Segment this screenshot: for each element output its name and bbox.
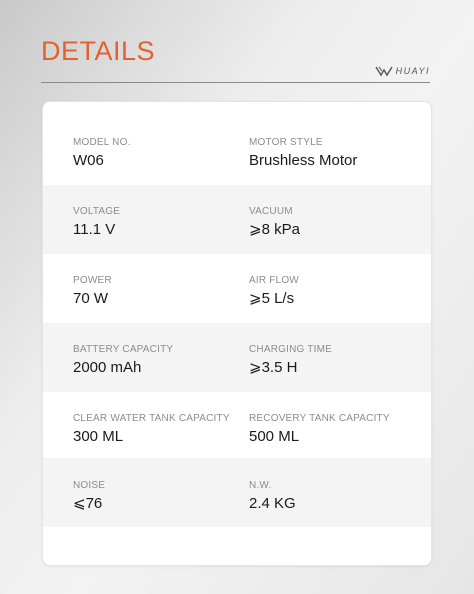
spec-label: AIR FLOW bbox=[249, 275, 299, 286]
spec-cell bbox=[73, 275, 112, 308]
spec-cell bbox=[73, 137, 131, 170]
spec-cell bbox=[249, 137, 357, 170]
brand-logo bbox=[375, 64, 430, 78]
spec-value: ⩾3.5 H bbox=[249, 359, 298, 376]
spec-cell bbox=[73, 344, 173, 377]
spec-cell bbox=[249, 413, 390, 446]
spec-label: MODEL NO. bbox=[73, 137, 131, 148]
spec-value: Brushless Motor bbox=[249, 152, 358, 169]
spec-cell bbox=[249, 344, 332, 377]
brand-logo-icon bbox=[375, 65, 393, 77]
spec-value: ⩾8 kPa bbox=[249, 221, 300, 238]
spec-row bbox=[43, 392, 431, 461]
spec-value: ⩾5 L/s bbox=[249, 290, 295, 307]
spec-label: MOTOR STYLE bbox=[249, 137, 323, 148]
spec-row bbox=[43, 102, 431, 171]
spec-cell bbox=[249, 480, 296, 513]
spec-row bbox=[43, 323, 431, 392]
spec-cell bbox=[73, 480, 105, 513]
spec-card bbox=[42, 101, 432, 566]
spec-value: 2000 mAh bbox=[73, 359, 142, 376]
spec-row bbox=[43, 254, 431, 323]
spec-row bbox=[43, 185, 431, 254]
spec-row bbox=[43, 458, 431, 527]
spec-value: 11.1 V bbox=[73, 221, 116, 238]
spec-label: CHARGING TIME bbox=[249, 344, 332, 355]
spec-label: RECOVERY TANK CAPACITY bbox=[249, 413, 390, 424]
spec-cell bbox=[73, 206, 120, 239]
spec-value: ⩽76 bbox=[73, 495, 103, 512]
brand-name: HUAYI bbox=[395, 66, 430, 76]
spec-cell bbox=[249, 275, 299, 308]
spec-value: W06 bbox=[73, 152, 104, 169]
header-divider bbox=[41, 82, 430, 83]
spec-label: NOISE bbox=[73, 480, 106, 491]
spec-cell bbox=[249, 206, 300, 239]
spec-value: 2.4 KG bbox=[249, 495, 296, 512]
page-title: DETAILS bbox=[41, 36, 156, 66]
spec-cell bbox=[73, 413, 230, 446]
spec-label: CLEAR WATER TANK CAPACITY bbox=[73, 413, 230, 424]
spec-label: VACUUM bbox=[249, 206, 293, 217]
spec-label: BATTERY CAPACITY bbox=[73, 344, 174, 355]
spec-value: 70 W bbox=[73, 290, 109, 307]
spec-label: N.W. bbox=[249, 480, 272, 491]
spec-label: VOLTAGE bbox=[73, 206, 121, 217]
spec-value: 300 ML bbox=[73, 428, 124, 445]
spec-value: 500 ML bbox=[249, 428, 300, 445]
spec-label: POWER bbox=[73, 275, 112, 286]
